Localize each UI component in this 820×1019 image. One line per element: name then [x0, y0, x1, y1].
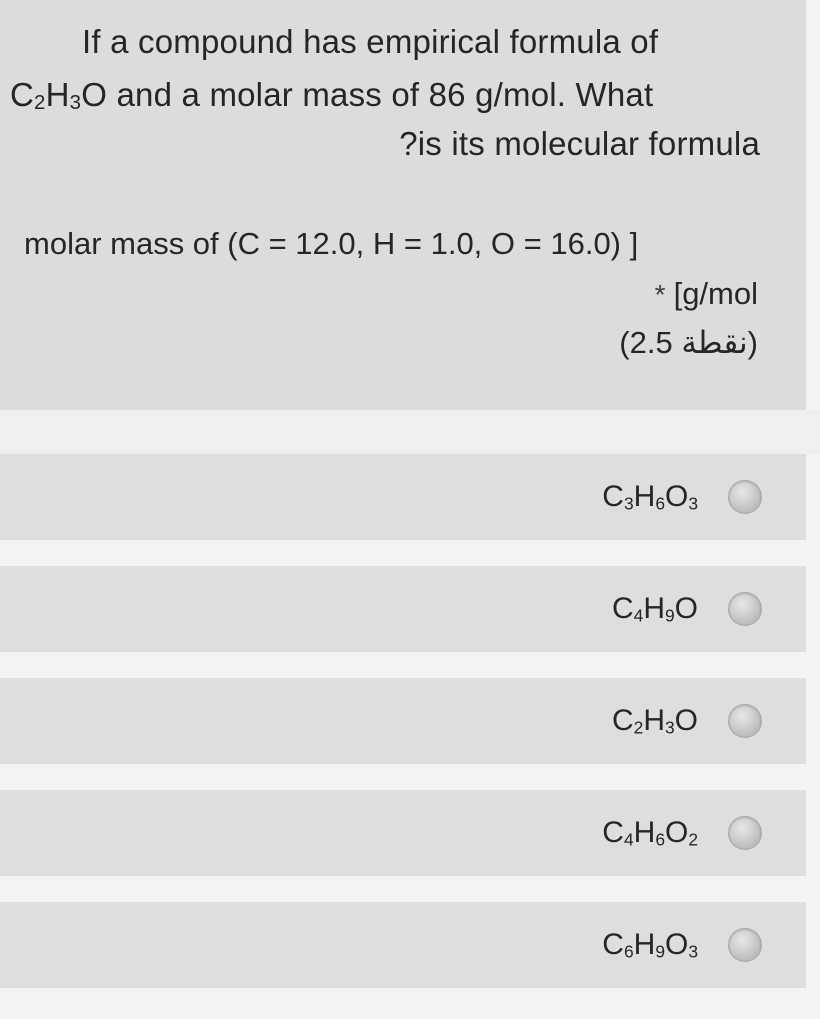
answer-option-2[interactable]	[0, 566, 806, 652]
element-count: 2	[633, 717, 644, 738]
element-count: 2	[34, 91, 46, 115]
radio-button[interactable]	[728, 816, 762, 850]
option-formula	[612, 590, 698, 628]
element-count: 6	[655, 829, 665, 850]
radio-button[interactable]	[728, 704, 762, 738]
required-marker: *	[654, 279, 666, 310]
element-symbol: O	[664, 928, 689, 961]
element-symbol: H	[633, 480, 656, 513]
points-label: (نقطة 2.5)	[619, 325, 758, 360]
element-count: 4	[633, 605, 644, 626]
molar-mass-hint: molar mass of (C = 12.0, H = 1.0, O = 16.0) ]	[24, 226, 639, 261]
units-text: [g/mol	[673, 276, 758, 311]
element-count: 6	[655, 493, 665, 514]
radio-button[interactable]	[728, 592, 762, 626]
element-count: 3	[688, 493, 698, 514]
element-count: 3	[688, 941, 698, 962]
element-count: 4	[623, 829, 634, 850]
question-text-line-1: If a compound has empirical formula of	[82, 23, 659, 60]
element-count: 2	[688, 829, 698, 850]
element-symbol: H	[643, 704, 665, 737]
element-symbol: O	[664, 480, 689, 513]
option-formula	[612, 702, 698, 740]
element-symbol: O	[81, 76, 108, 113]
element-count: 3	[664, 717, 675, 738]
element-count: 9	[664, 605, 675, 626]
element-symbol: C	[10, 76, 35, 113]
element-symbol: O	[664, 816, 689, 849]
radio-button[interactable]	[728, 480, 762, 514]
radio-button[interactable]	[728, 928, 762, 962]
element-symbol: C	[611, 592, 634, 625]
option-formula	[602, 926, 698, 964]
answer-option-4[interactable]	[0, 790, 806, 876]
answer-option-5[interactable]	[0, 902, 806, 988]
option-formula	[602, 478, 698, 516]
question-text-line-2-rest: and a molar mass of 86 g/mol. What	[107, 76, 654, 113]
element-count: 6	[623, 941, 634, 962]
element-symbol: H	[45, 76, 70, 113]
element-count: 3	[623, 493, 634, 514]
element-symbol: O	[674, 592, 698, 625]
element-symbol: O	[674, 704, 698, 737]
answer-option-3[interactable]	[0, 678, 806, 764]
option-formula	[602, 814, 698, 852]
element-symbol: H	[643, 592, 665, 625]
element-symbol: C	[602, 928, 624, 961]
element-symbol: C	[611, 704, 634, 737]
element-count: 9	[655, 941, 665, 962]
question-text-line-3: ?is its molecular formula	[399, 125, 760, 162]
element-symbol: C	[602, 816, 624, 849]
answer-option-1[interactable]	[0, 454, 806, 540]
element-symbol: H	[633, 928, 656, 961]
element-count: 3	[69, 91, 82, 115]
element-symbol: H	[633, 816, 656, 849]
element-symbol: C	[602, 480, 624, 513]
